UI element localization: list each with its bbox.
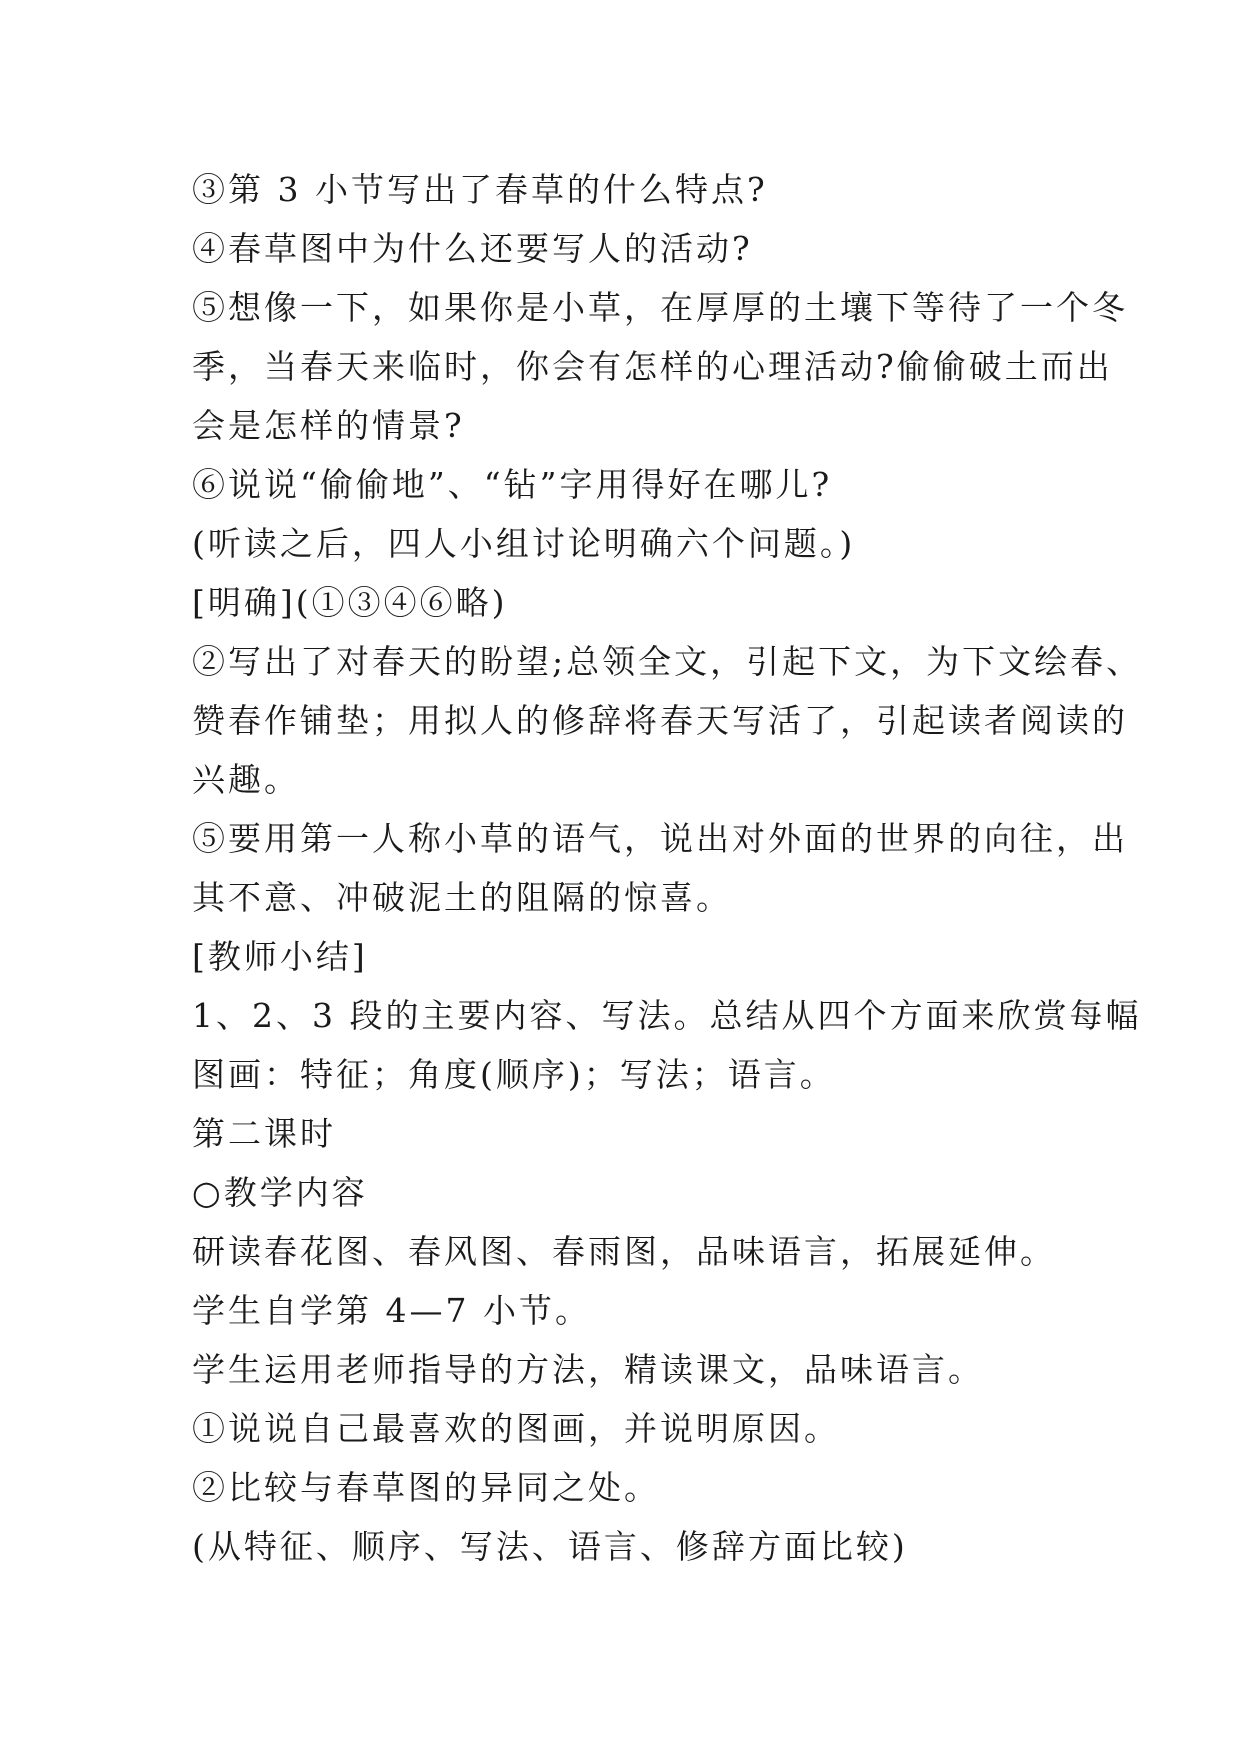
text-line: ②写出了对春天的盼望;总领全文，引起下文，为下文绘春、: [192, 642, 1143, 681]
text-line: ⑥说说“偷偷地”、“钻”字用得好在哪儿?: [192, 465, 833, 504]
text-line: (从特征、顺序、写法、语言、修辞方面比较): [192, 1527, 908, 1566]
text-line: ④春草图中为什么还要写人的活动?: [192, 229, 753, 268]
text-line: ③第 3 小节写出了春草的什么特点?: [192, 170, 768, 209]
text-line: [明确](①③④⑥略): [192, 583, 508, 622]
text-line: 会是怎样的情景?: [192, 406, 465, 445]
text-line: 赞春作铺垫；用拟人的修辞将春天写活了，引起读者阅读的: [192, 701, 1128, 740]
text-line: 学生自学第 4—7 小节。: [192, 1291, 591, 1330]
text-line: 季，当春天来临时，你会有怎样的心理活动?偷偷破土而出: [192, 347, 1113, 386]
section-heading: ○教学内容: [192, 1173, 368, 1212]
text-line: ②比较与春草图的异同之处。: [192, 1468, 660, 1507]
text-line: 学生运用老师指导的方法，精读课文，品味语言。: [192, 1350, 984, 1389]
section-heading: 第二课时: [192, 1114, 336, 1153]
text-line: ⑤要用第一人称小草的语气，说出对外面的世界的向往，出: [192, 819, 1128, 858]
text-line: 兴趣。: [192, 760, 300, 799]
text-line: 图画：特征；角度(顺序)；写法；语言。: [192, 1055, 836, 1094]
section-heading: [教师小结]: [192, 937, 368, 976]
text-line: ⑤想像一下，如果你是小草，在厚厚的土壤下等待了一个冬: [192, 288, 1128, 327]
text-line: 研读春花图、春风图、春雨图，品味语言，拓展延伸。: [192, 1232, 1056, 1271]
text-line: (听读之后，四人小组讨论明确六个问题。): [192, 524, 856, 563]
document-body: [192, 160, 1143, 1576]
text-line: 其不意、冲破泥土的阻隔的惊喜。: [192, 878, 732, 917]
text-line: ①说说自己最喜欢的图画，并说明原因。: [192, 1409, 840, 1448]
text-line: 1、2、3 段的主要内容、写法。总结从四个方面来欣赏每幅: [192, 996, 1142, 1035]
